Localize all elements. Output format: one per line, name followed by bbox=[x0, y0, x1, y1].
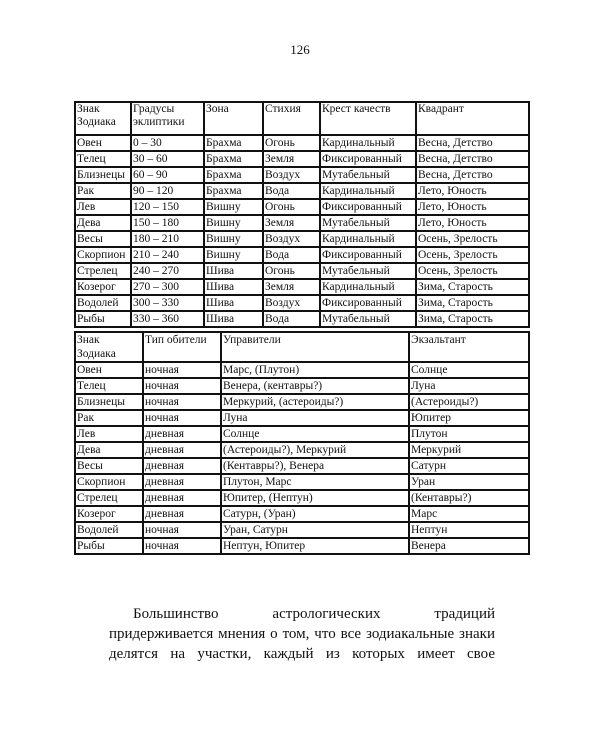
cell-zone: Брахма bbox=[204, 151, 263, 167]
cell-sign: Весы bbox=[75, 231, 131, 247]
header-degrees: Градусы эклиптики bbox=[131, 102, 204, 135]
paragraph-line: Большинство астрологических традиций bbox=[133, 606, 495, 622]
cell-element: Земля bbox=[263, 151, 320, 167]
cell-quadrant: Весна, Детство bbox=[416, 151, 529, 167]
cell-sign: Близнецы bbox=[75, 167, 131, 183]
table-row bbox=[75, 378, 529, 394]
cell-rulers: Уран, Сатурн bbox=[221, 522, 409, 538]
table-row bbox=[75, 538, 529, 554]
cell-quadrant: Зима, Старость bbox=[416, 311, 529, 327]
cell-zone: Вишну bbox=[204, 199, 263, 215]
cell-degrees: 120 – 150 bbox=[131, 199, 204, 215]
cell-sign: Рыбы bbox=[75, 311, 131, 327]
cell-sign: Стрелец bbox=[75, 490, 143, 506]
body-paragraph bbox=[109, 604, 495, 664]
cell-exaltation: Меркурий bbox=[409, 442, 529, 458]
cell-cross: Кардинальный bbox=[320, 183, 416, 199]
cell-sign: Рак bbox=[75, 183, 131, 199]
cell-rulers: Марс, (Плутон) bbox=[221, 362, 409, 378]
cell-sign: Скорпион bbox=[75, 247, 131, 263]
cell-element: Воздух bbox=[263, 295, 320, 311]
cell-element: Вода bbox=[263, 311, 320, 327]
cell-quadrant: Зима, Старость bbox=[416, 279, 529, 295]
cell-sign: Овен bbox=[75, 362, 143, 378]
header-element: Стихия bbox=[263, 102, 320, 135]
table-row bbox=[75, 522, 529, 538]
header-sign: Знак Зодиака bbox=[75, 332, 143, 362]
table-header-row bbox=[75, 102, 529, 135]
cell-cross: Фиксированный bbox=[320, 247, 416, 263]
cell-rulers: (Кентавры?), Венера bbox=[221, 458, 409, 474]
cell-cross: Мутабельный bbox=[320, 215, 416, 231]
cell-element: Земля bbox=[263, 279, 320, 295]
cell-sign: Стрелец bbox=[75, 263, 131, 279]
cell-house-type: дневная bbox=[143, 506, 221, 522]
cell-quadrant: Осень, Зрелость bbox=[416, 231, 529, 247]
cell-degrees: 210 – 240 bbox=[131, 247, 204, 263]
cell-rulers: Венера, (кентавры?) bbox=[221, 378, 409, 394]
cell-element: Воздух bbox=[263, 231, 320, 247]
cell-element: Вода bbox=[263, 183, 320, 199]
cell-house-type: ночная bbox=[143, 522, 221, 538]
cell-zone: Шива bbox=[204, 279, 263, 295]
cell-exaltation: Нептун bbox=[409, 522, 529, 538]
zodiac-attributes-table bbox=[74, 101, 530, 328]
cell-quadrant: Лето, Юность bbox=[416, 199, 529, 215]
cell-rulers: Нептун, Юпитер bbox=[221, 538, 409, 554]
cell-sign: Козерог bbox=[75, 279, 131, 295]
cell-zone: Брахма bbox=[204, 167, 263, 183]
cell-element: Вода bbox=[263, 247, 320, 263]
cell-degrees: 60 – 90 bbox=[131, 167, 204, 183]
header-sign: Знак Зодиака bbox=[75, 102, 131, 135]
table-row bbox=[75, 474, 529, 490]
cell-exaltation: Плутон bbox=[409, 426, 529, 442]
cell-zone: Вишну bbox=[204, 247, 263, 263]
paragraph-line: делятся на участки, каждый из которых имеет свое bbox=[109, 646, 495, 662]
cell-zone: Вишну bbox=[204, 215, 263, 231]
table-row bbox=[75, 199, 529, 215]
cell-cross: Мутабельный bbox=[320, 167, 416, 183]
cell-exaltation: (Астероиды?) bbox=[409, 394, 529, 410]
cell-house-type: ночная bbox=[143, 362, 221, 378]
cell-rulers: Сатурн, (Уран) bbox=[221, 506, 409, 522]
table-header-row bbox=[75, 332, 529, 362]
cell-zone: Шива bbox=[204, 263, 263, 279]
table-row bbox=[75, 183, 529, 199]
cell-exaltation: Сатурн bbox=[409, 458, 529, 474]
cell-cross: Фиксированный bbox=[320, 295, 416, 311]
cell-exaltation: Марс bbox=[409, 506, 529, 522]
table-row bbox=[75, 442, 529, 458]
header-zone: Зона bbox=[204, 102, 263, 135]
cell-cross: Кардинальный bbox=[320, 135, 416, 151]
table-row bbox=[75, 458, 529, 474]
cell-exaltation: Юпитер bbox=[409, 410, 529, 426]
cell-element: Огонь bbox=[263, 263, 320, 279]
cell-sign: Дева bbox=[75, 215, 131, 231]
cell-zone: Брахма bbox=[204, 135, 263, 151]
cell-house-type: ночная bbox=[143, 378, 221, 394]
cell-zone: Брахма bbox=[204, 183, 263, 199]
table-row bbox=[75, 247, 529, 263]
cell-cross: Фиксированный bbox=[320, 199, 416, 215]
cell-rulers: Меркурий, (астероиды?) bbox=[221, 394, 409, 410]
cell-degrees: 270 – 300 bbox=[131, 279, 204, 295]
cell-exaltation: (Кентавры?) bbox=[409, 490, 529, 506]
cell-rulers: (Астероиды?), Меркурий bbox=[221, 442, 409, 458]
cell-rulers: Луна bbox=[221, 410, 409, 426]
cell-sign: Телец bbox=[75, 151, 131, 167]
cell-sign: Близнецы bbox=[75, 394, 143, 410]
cell-sign: Весы bbox=[75, 458, 143, 474]
cell-house-type: дневная bbox=[143, 442, 221, 458]
header-rulers: Управители bbox=[221, 332, 409, 362]
table-row bbox=[75, 394, 529, 410]
cell-degrees: 180 – 210 bbox=[131, 231, 204, 247]
cell-rulers: Юпитер, (Нептун) bbox=[221, 490, 409, 506]
header-exaltation: Экзальтант bbox=[409, 332, 529, 362]
cell-quadrant: Лето, Юность bbox=[416, 215, 529, 231]
cell-sign: Лев bbox=[75, 199, 131, 215]
cell-quadrant: Осень, Зрелость bbox=[416, 247, 529, 263]
cell-degrees: 90 – 120 bbox=[131, 183, 204, 199]
cell-quadrant: Осень, Зрелость bbox=[416, 263, 529, 279]
cell-sign: Водолей bbox=[75, 295, 131, 311]
cell-exaltation: Солнце bbox=[409, 362, 529, 378]
cell-sign: Рак bbox=[75, 410, 143, 426]
zodiac-rulers-table bbox=[74, 331, 530, 555]
cell-exaltation: Венера bbox=[409, 538, 529, 554]
cell-house-type: ночная bbox=[143, 394, 221, 410]
cell-sign: Скорпион bbox=[75, 474, 143, 490]
cell-sign: Козерог bbox=[75, 506, 143, 522]
table-row bbox=[75, 506, 529, 522]
cell-cross: Фиксированный bbox=[320, 151, 416, 167]
cell-quadrant: Весна, Детство bbox=[416, 135, 529, 151]
cell-element: Огонь bbox=[263, 135, 320, 151]
table-row bbox=[75, 263, 529, 279]
cell-sign: Рыбы bbox=[75, 538, 143, 554]
cell-sign: Овен bbox=[75, 135, 131, 151]
cell-house-type: дневная bbox=[143, 490, 221, 506]
table-row bbox=[75, 135, 529, 151]
cell-sign: Дева bbox=[75, 442, 143, 458]
cell-house-type: дневная bbox=[143, 474, 221, 490]
table-row bbox=[75, 410, 529, 426]
cell-house-type: ночная bbox=[143, 538, 221, 554]
cell-element: Земля bbox=[263, 215, 320, 231]
cell-cross: Кардинальный bbox=[320, 279, 416, 295]
cell-sign: Водолей bbox=[75, 522, 143, 538]
cell-degrees: 30 – 60 bbox=[131, 151, 204, 167]
cell-exaltation: Уран bbox=[409, 474, 529, 490]
cell-degrees: 330 – 360 bbox=[131, 311, 204, 327]
cell-cross: Мутабельный bbox=[320, 311, 416, 327]
cell-cross: Кардинальный bbox=[320, 231, 416, 247]
cell-zone: Шива bbox=[204, 311, 263, 327]
cell-house-type: ночная bbox=[143, 410, 221, 426]
header-house-type: Тип обители bbox=[143, 332, 221, 362]
cell-quadrant: Лето, Юность bbox=[416, 183, 529, 199]
table-row bbox=[75, 215, 529, 231]
cell-degrees: 300 – 330 bbox=[131, 295, 204, 311]
table-row bbox=[75, 362, 529, 378]
cell-element: Огонь bbox=[263, 199, 320, 215]
table-row bbox=[75, 231, 529, 247]
table-row bbox=[75, 151, 529, 167]
cell-rulers: Солнце bbox=[221, 426, 409, 442]
cell-quadrant: Зима, Старость bbox=[416, 295, 529, 311]
table-row bbox=[75, 295, 529, 311]
page-number: 126 bbox=[290, 42, 310, 57]
cell-zone: Вишну bbox=[204, 231, 263, 247]
cell-degrees: 240 – 270 bbox=[131, 263, 204, 279]
cell-rulers: Плутон, Марс bbox=[221, 474, 409, 490]
table-row bbox=[75, 167, 529, 183]
cell-quadrant: Весна, Детство bbox=[416, 167, 529, 183]
header-cross: Крест качеств bbox=[320, 102, 416, 135]
paragraph-line: придерживается мнения о том, что все зодиакальные знаки bbox=[109, 626, 495, 642]
table-row bbox=[75, 426, 529, 442]
table-row bbox=[75, 311, 529, 327]
table-row bbox=[75, 490, 529, 506]
cell-sign: Телец bbox=[75, 378, 143, 394]
cell-cross: Мутабельный bbox=[320, 263, 416, 279]
cell-house-type: дневная bbox=[143, 458, 221, 474]
cell-degrees: 150 – 180 bbox=[131, 215, 204, 231]
cell-house-type: дневная bbox=[143, 426, 221, 442]
cell-zone: Шива bbox=[204, 295, 263, 311]
cell-element: Воздух bbox=[263, 167, 320, 183]
cell-sign: Лев bbox=[75, 426, 143, 442]
header-quadrant: Квадрант bbox=[416, 102, 529, 135]
cell-degrees: 0 – 30 bbox=[131, 135, 204, 151]
cell-exaltation: Луна bbox=[409, 378, 529, 394]
table-row bbox=[75, 279, 529, 295]
